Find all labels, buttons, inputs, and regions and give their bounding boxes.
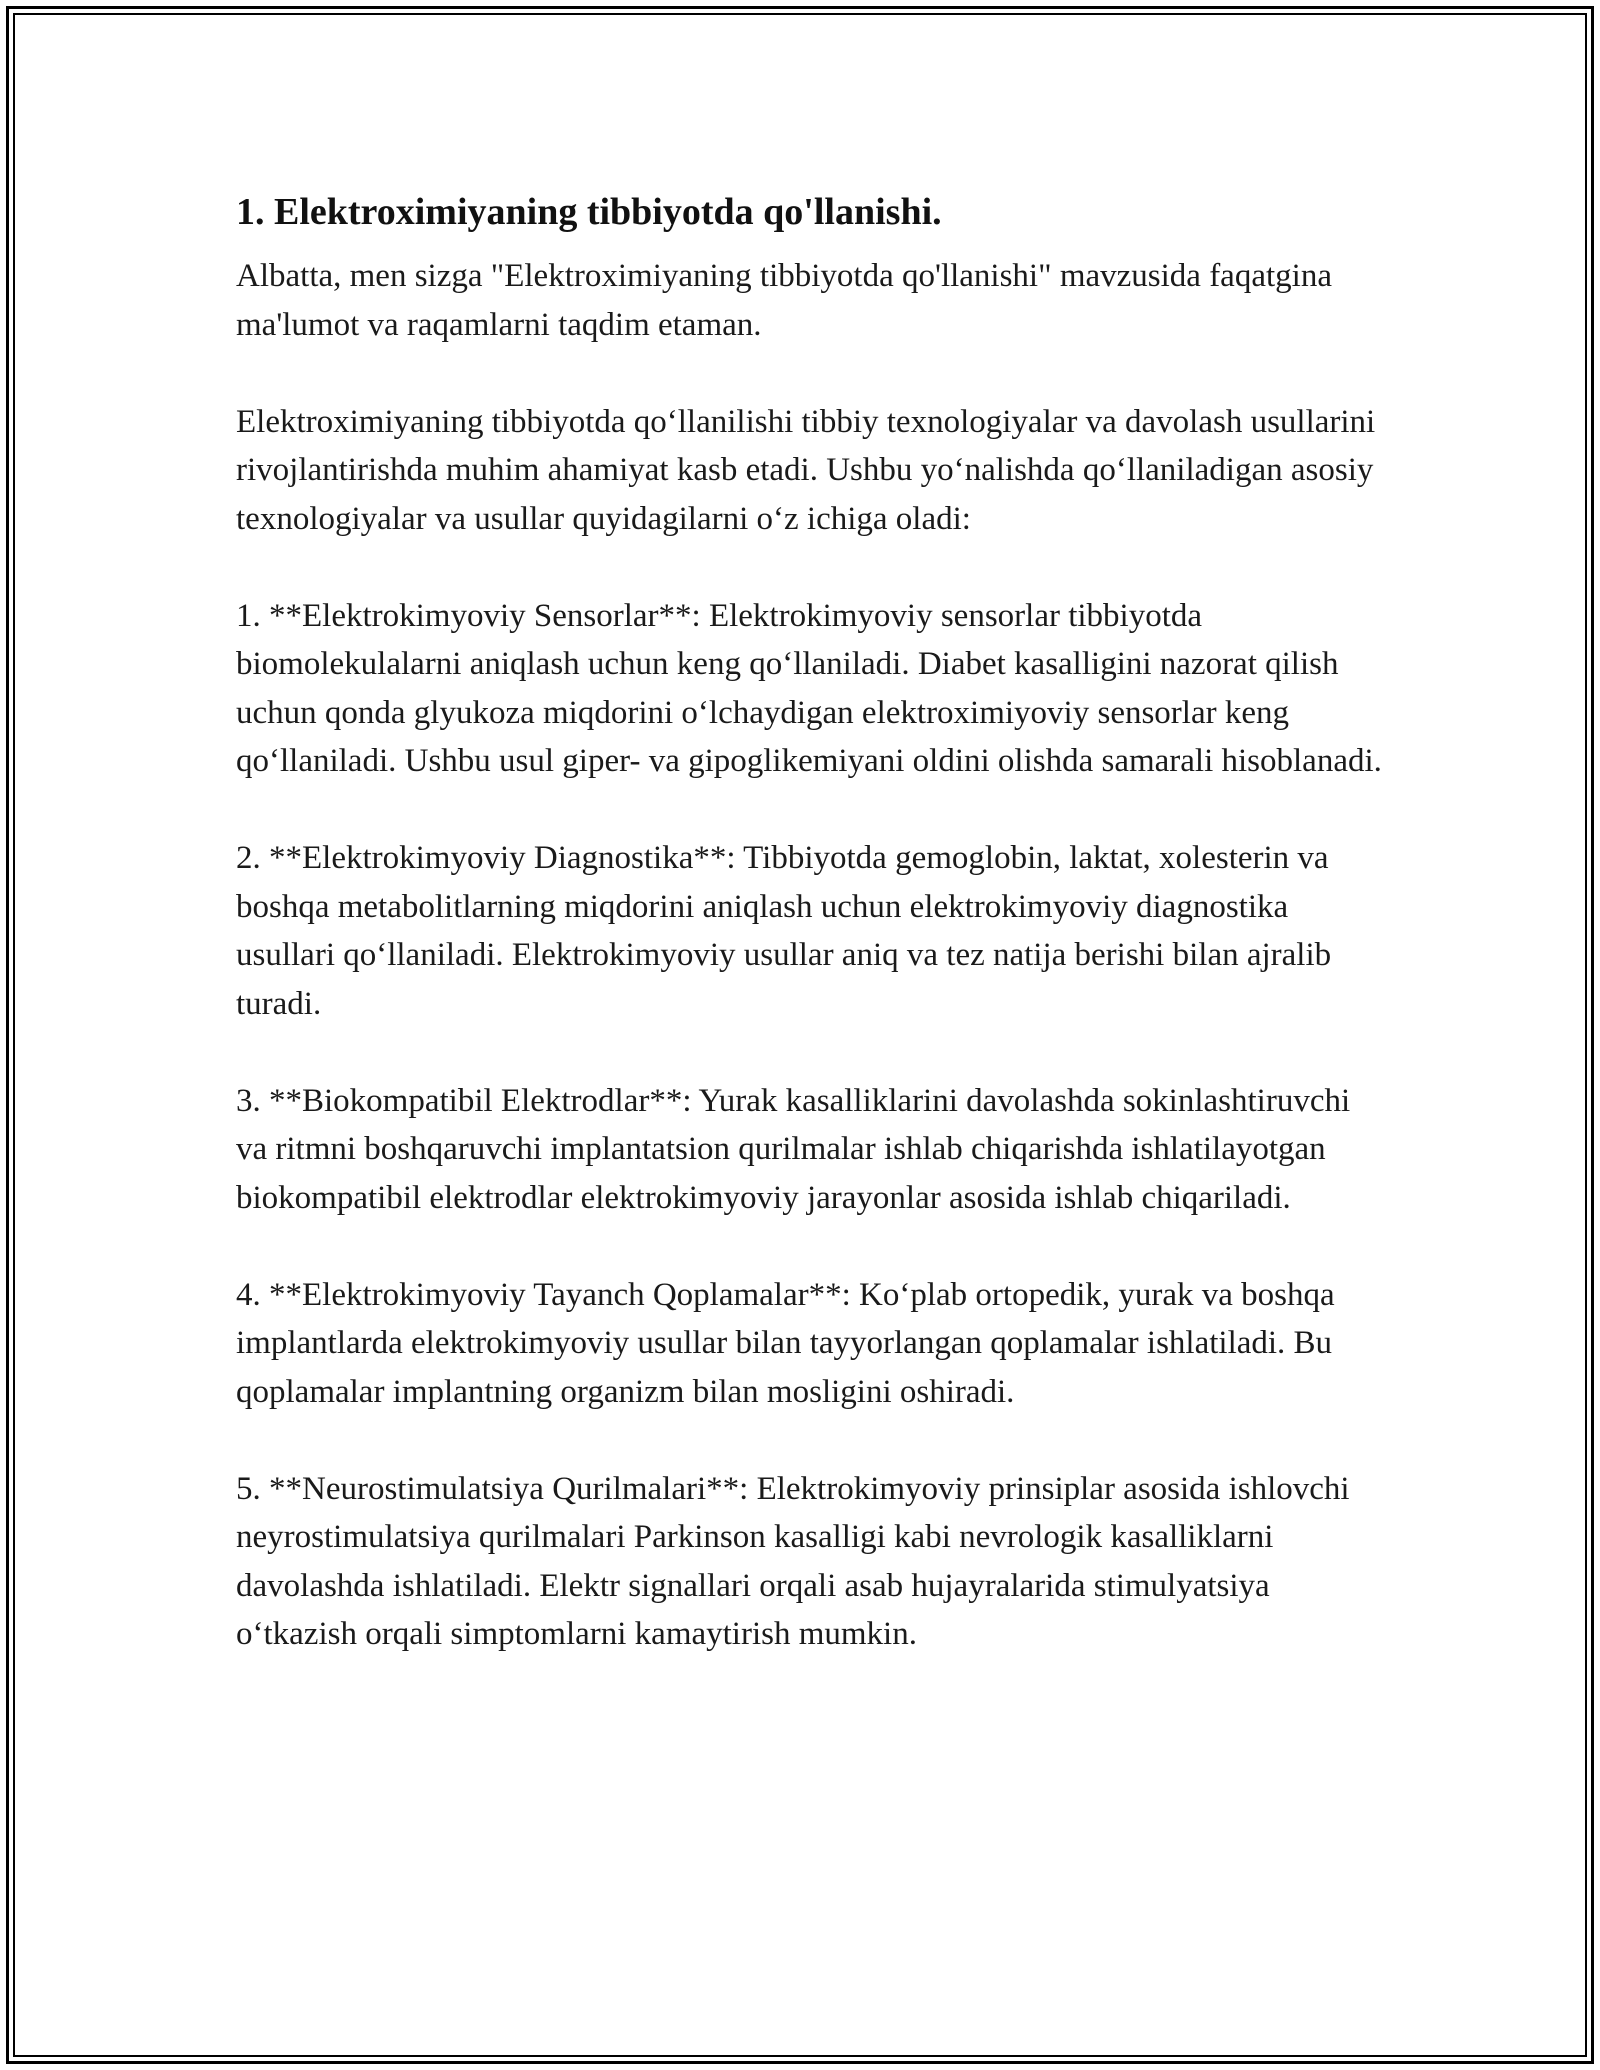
list-item-electrodes: 3. **Biokompatibil Elektrodlar**: Yurak kasalliklarini davolashda sokinlashtiruvchi va ritmni boshqaruvchi implantatsion qurilmalar ishlab chiqarishda ishlatilayotgan biokompatibil elektrodlar elektrokimyoviy jarayonlar asosida ishlab chiqariladi. xyxy=(236,1082,1351,1216)
list-item-coatings: 4. **Elektrokimyoviy Tayanch Qoplamalar**: Ko‘plab ortopedik, yurak va boshqa implantlarda elektrokimyoviy usullar bilan tayyorlangan qoplamalar ishlatiladi. Bu qoplamalar implantning organizm bilan mosligini oshiradi. xyxy=(236,1276,1335,1410)
list-item-diagnostics: 2. **Elektrokimyoviy Diagnostika**: Tibbiyotda gemoglobin, laktat, xolesterin va boshqa metabolitlarning miqdorini aniqlash uchun elektrokimyoviy diagnostika usullari qo‘llaniladi. Elektrokimyoviy usullar aniq va tez natija berishi bilan ajralib turadi. xyxy=(236,840,1332,1022)
overview-paragraph: Elektroximiyaning tibbiyotda qo‘llanilishi tibbiy texnologiyalar va davolash usullarini rivojlantirishda muhim ahamiyat kasb etadi. Ushbu yo‘nalishda qo‘llaniladigan asosiy texnologiyalar va usullar quyidagilarni o‘z ichiga oladi: xyxy=(236,403,1376,537)
list-item-neurostimulation: 5. **Neurostimulatsiya Qurilmalari**: Elektrokimyoviy prinsiplar asosida ishlovchi neyrostimulatsiya qurilmalari Parkinson kasalligi kabi nevrologik kasalliklarni davolashda ishlatiladi. Elektr signallari orqali asab hujayralarida stimulyatsiya o‘tkazish orqali simptomlarni kamaytirish mumkin. xyxy=(236,1470,1350,1652)
list-item-sensors: 1. **Elektrokimyoviy Sensorlar**: Elektrokimyoviy sensorlar tibbiyotda biomolekulalarni aniqlash uchun keng qo‘llaniladi. Diabet kasalligini nazorat qilish uchun qonda glyukoza miqdorini o‘lchaydigan elektroximiyoviy sensorlar keng qo‘llaniladi. Ushbu usul giper- va gipoglikemiyani oldini olishda samarali hisoblanadi. xyxy=(236,597,1382,779)
document-title: 1. Elektroximiyaning tibbiyotda qo'llanishi. xyxy=(236,191,942,233)
intro-paragraph: Albatta, men sizga "Elektroximiyaning tibbiyotda qo'llanishi" mavzusida faqatgina ma'lumot va raqamlarni taqdim etaman. xyxy=(236,258,1332,343)
document-body xyxy=(236,186,1386,1707)
